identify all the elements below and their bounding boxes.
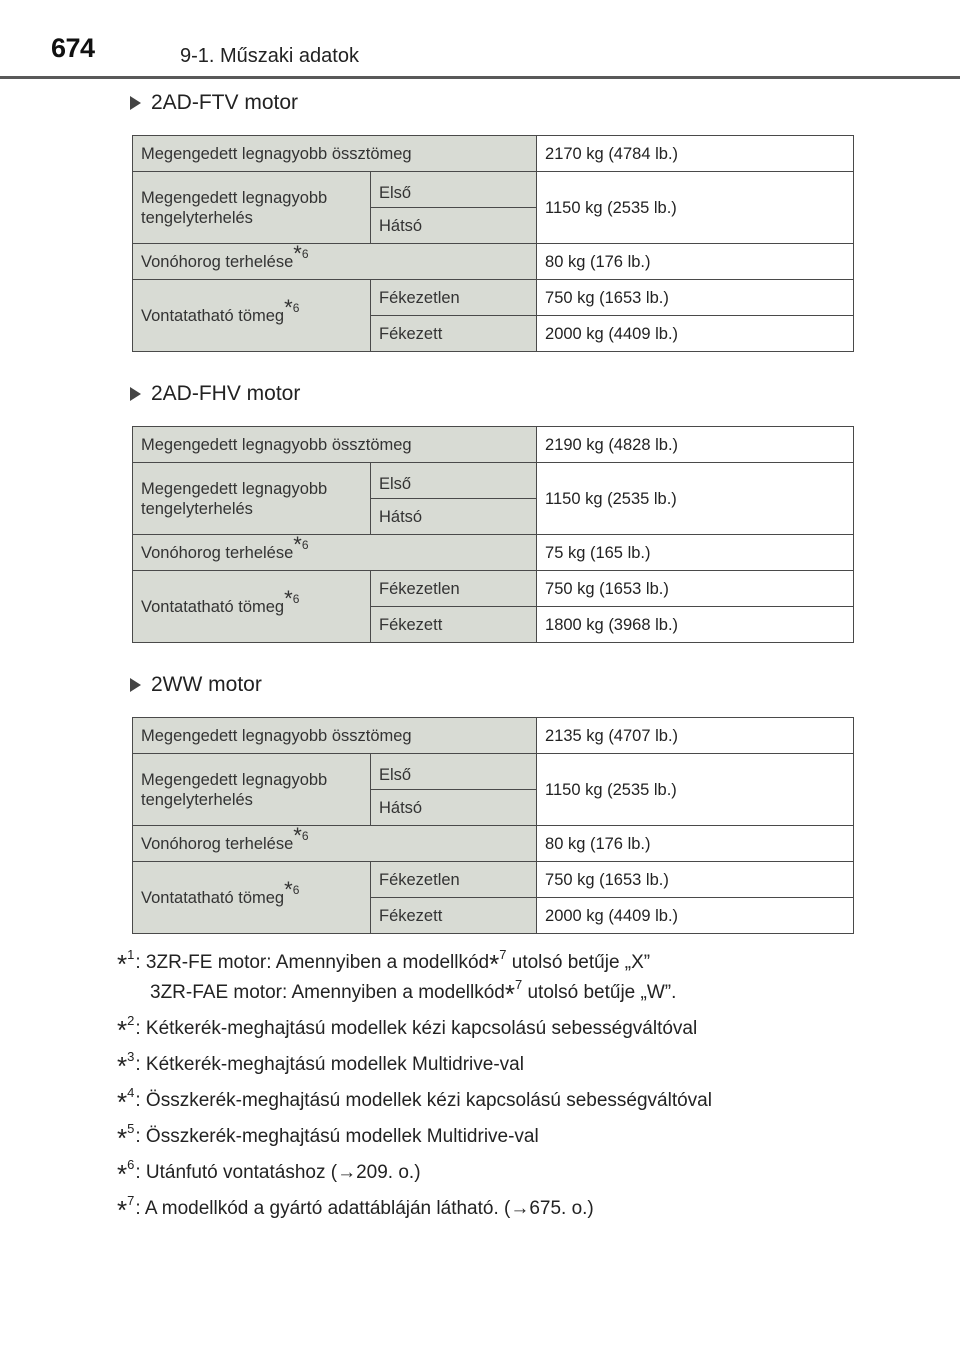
table-row — [133, 427, 854, 463]
engine-heading-text: 2AD-FHV motor — [151, 382, 301, 405]
engine-heading-text: 2AD-FTV motor — [151, 91, 299, 114]
table-row — [133, 826, 854, 862]
braked-label: Fékezett — [371, 316, 537, 352]
engine-heading-text: 2WW motor — [151, 673, 262, 696]
hitch-load-value: 75 kg (165 lb.) — [537, 535, 854, 571]
engine-heading-2ww — [130, 673, 262, 697]
triangle-bullet-icon — [130, 678, 141, 692]
front-label: Első — [371, 754, 537, 790]
triangle-bullet-icon — [130, 96, 141, 110]
unbraked-label: Fékezetlen — [371, 862, 537, 898]
footnote-4: *$^4$: Összkerék-meghajtású modellek kézi kapcsolású sebességváltóval — [117, 1085, 712, 1117]
max-mass-label: Megengedett legnagyobb össztömeg — [133, 718, 537, 754]
rear-label: Hátsó — [371, 790, 537, 826]
axle-load-value: 1150 kg (2535 lb.) — [537, 463, 854, 535]
triangle-bullet-icon — [130, 387, 141, 401]
rear-label: Hátsó — [371, 208, 537, 244]
spec-table-2ww — [132, 717, 854, 934]
table-row — [133, 535, 854, 571]
unbraked-label: Fékezetlen — [371, 571, 537, 607]
max-mass-label: Megengedett legnagyobb össztömeg — [133, 427, 537, 463]
unbraked-label: Fékezetlen — [371, 280, 537, 316]
unbraked-value: 750 kg (1653 lb.) — [537, 280, 854, 316]
max-mass-label: Megengedett legnagyobb össztömeg — [133, 136, 537, 172]
max-mass-value: 2170 kg (4784 lb.) — [537, 136, 854, 172]
braked-value: 1800 kg (3968 lb.) — [537, 607, 854, 643]
table-row — [133, 172, 854, 208]
footnote-1: *$^1$: 3ZR-FE motor: Amennyiben a modellkód*$^7$ utolsó betűje „X” — [117, 947, 651, 979]
hitch-load-value: 80 kg (176 lb.) — [537, 244, 854, 280]
footnote-6: *$^6$: Utánfutó vontatáshoz (→209. o.) — [117, 1157, 421, 1189]
footnote-5: *$^5$: Összkerék-meghajtású modellek Multidrive-val — [117, 1121, 539, 1153]
engine-heading-2ad-fhv — [130, 382, 300, 406]
spec-table-2ad-ftv — [132, 135, 854, 352]
front-label: Első — [371, 172, 537, 208]
table-row — [133, 244, 854, 280]
table-row — [133, 571, 854, 607]
axle-load-value: 1150 kg (2535 lb.) — [537, 754, 854, 826]
axle-load-label: Megengedett legnagyobb tengelyterhelés — [133, 172, 371, 244]
rear-label: Hátsó — [371, 499, 537, 535]
page-header — [0, 0, 960, 80]
hitch-load-label: Vonóhorog terhelése$^{*6}$ — [133, 244, 537, 280]
axle-load-label: Megengedett legnagyobb tengelyterhelés — [133, 754, 371, 826]
axle-load-label: Megengedett legnagyobb tengelyterhelés — [133, 463, 371, 535]
front-label: Első — [371, 463, 537, 499]
table-row — [133, 754, 854, 790]
engine-heading-2ad-ftv — [130, 91, 298, 115]
towable-mass-label: Vontatatható tömeg$^{*6}$ — [133, 280, 371, 352]
hitch-load-label: Vonóhorog terhelése$^{*6}$ — [133, 826, 537, 862]
braked-label: Fékezett — [371, 898, 537, 934]
hitch-load-label: Vonóhorog terhelése$^{*6}$ — [133, 535, 537, 571]
max-mass-value: 2135 kg (4707 lb.) — [537, 718, 854, 754]
footnote-1-line-2: 3ZR-FAE motor: Amennyiben a modellkód*$^7$ utolsó betűje „W”. — [150, 977, 677, 1009]
footnote-2: *$^2$: Kétkerék-meghajtású modellek kézi kapcsolású sebességváltóval — [117, 1013, 698, 1045]
table-row — [133, 136, 854, 172]
axle-load-value: 1150 kg (2535 lb.) — [537, 172, 854, 244]
table-row — [133, 862, 854, 898]
table-row — [133, 280, 854, 316]
braked-label: Fékezett — [371, 607, 537, 643]
unbraked-value: 750 kg (1653 lb.) — [537, 571, 854, 607]
footnote-3: *$^3$: Kétkerék-meghajtású modellek Multidrive-val — [117, 1049, 524, 1081]
table-row — [133, 718, 854, 754]
page-number: 674 — [51, 33, 95, 63]
max-mass-value: 2190 kg (4828 lb.) — [537, 427, 854, 463]
braked-value: 2000 kg (4409 lb.) — [537, 898, 854, 934]
spec-table-2ad-fhv — [132, 426, 854, 643]
header-divider — [0, 76, 960, 79]
table-row — [133, 463, 854, 499]
towable-mass-label: Vontatatható tömeg$^{*6}$ — [133, 862, 371, 934]
section-title: 9-1. Műszaki adatok — [180, 45, 359, 67]
unbraked-value: 750 kg (1653 lb.) — [537, 862, 854, 898]
braked-value: 2000 kg (4409 lb.) — [537, 316, 854, 352]
footnote-7: *$^7$: A modellkód a gyártó adattábláján látható. (→675. o.) — [117, 1193, 594, 1225]
towable-mass-label: Vontatatható tömeg$^{*6}$ — [133, 571, 371, 643]
hitch-load-value: 80 kg (176 lb.) — [537, 826, 854, 862]
